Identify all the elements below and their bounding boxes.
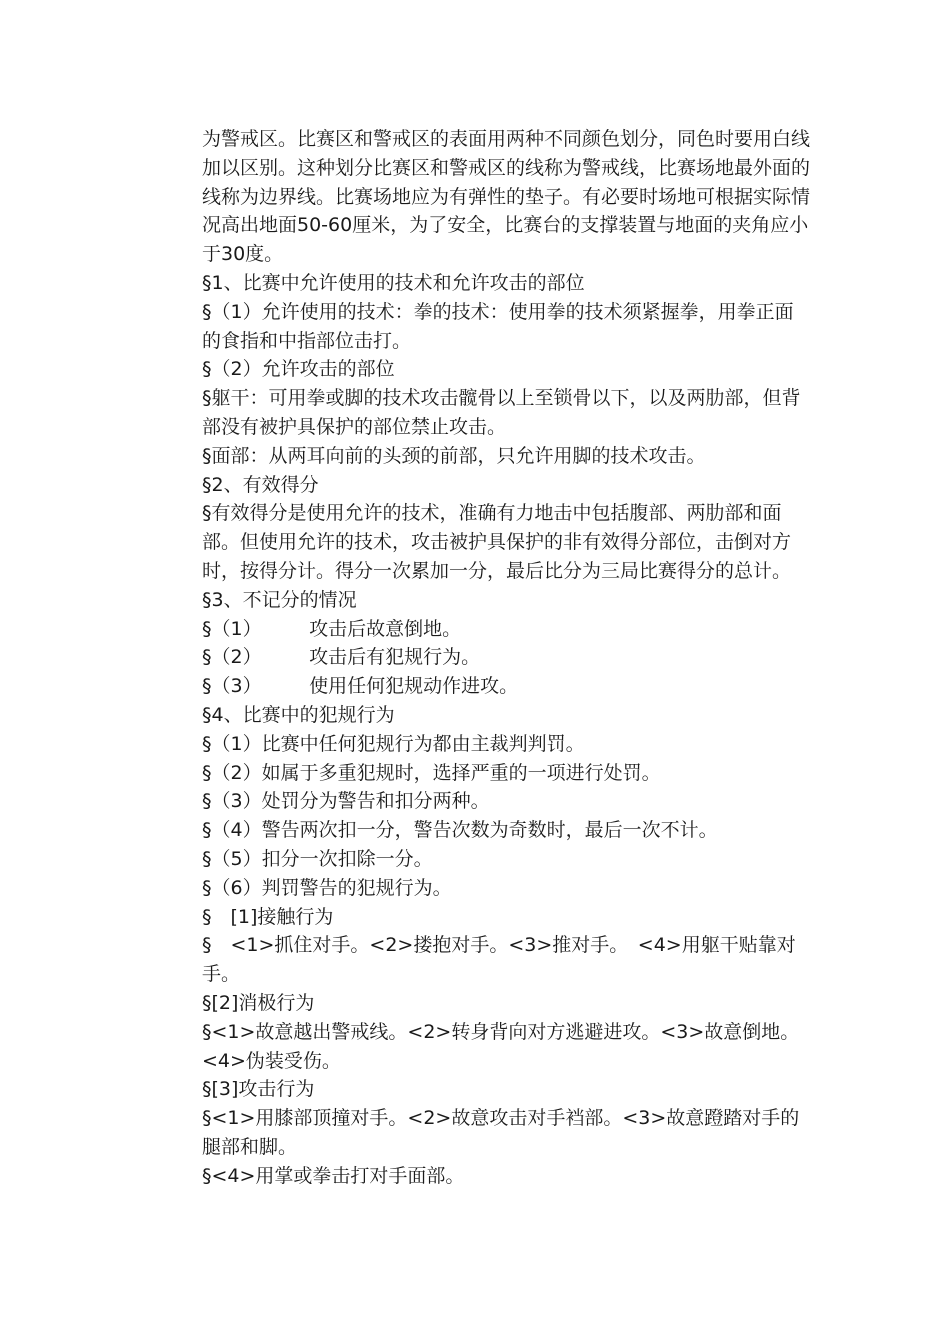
torso-rule: §躯干：可用拳或脚的技术攻击髋骨以上至锁骨以下，以及两肋部，但背部没有被护具保护的部位禁止攻击。 xyxy=(202,387,801,438)
allowed-targets-item: §（2）允许攻击的部位 xyxy=(202,358,395,381)
foul-item-5: §（5）扣分一次扣除一分。 xyxy=(202,847,433,870)
no-score-item-2: §（2） 攻击后有犯规行为。 xyxy=(202,646,481,669)
section-2-heading: §2、有效得分 xyxy=(202,473,319,496)
attack-item-4: §<4>用掌或拳击打对手面部。 xyxy=(202,1164,465,1187)
intro-paragraph: 为警戒区。比赛区和警戒区的表面用两种不同颜色划分，同色时要用白线加以区别。这种划分比赛区和警戒区的线称为警戒线，比赛场地最外面的线称为边界线。比赛场地应为有弹性的垫子。有必要时场地可根据实际情况高出地面50-60厘米，为了安全，比赛台的支撑装置与地面的夹角应小于30度。 xyxy=(202,128,811,266)
passive-heading: §[2]消极行为 xyxy=(202,991,315,1014)
foul-item-1: §（1）比赛中任何犯规行为都由主裁判判罚。 xyxy=(202,732,585,755)
foul-item-6: §（6）判罚警告的犯规行为。 xyxy=(202,876,452,899)
attack-items: §<1>用膝部顶撞对手。<2>故意攻击对手裆部。<3>故意蹬踏对手的腿部和脚。 xyxy=(202,1107,800,1158)
document-body xyxy=(202,125,812,1190)
contact-heading: § [1]接触行为 xyxy=(202,905,334,928)
no-score-item-3: §（3） 使用任何犯规动作进攻。 xyxy=(202,675,519,698)
foul-item-3: §（3）处罚分为警告和扣分两种。 xyxy=(202,790,490,813)
foul-item-2: §（2）如属于多重犯规时，选择严重的一项进行处罚。 xyxy=(202,761,661,784)
no-score-item-1: §（1） 攻击后故意倒地。 xyxy=(202,617,462,640)
attack-heading: §[3]攻击行为 xyxy=(202,1078,315,1101)
contact-items: § <1>抓住对手。<2>搂抱对手。<3>推对手。 <4>用躯干贴靠对手。 xyxy=(202,934,796,986)
section-1-heading: §1、比赛中允许使用的技术和允许攻击的部位 xyxy=(202,271,585,294)
allowed-techniques-item: §（1）允许使用的技术：拳的技术：使用拳的技术须紧握拳，用拳正面的食指和中指部位击打。 xyxy=(202,300,794,352)
foul-item-4: §（4）警告两次扣一分，警告次数为奇数时，最后一次不计。 xyxy=(202,819,718,842)
section-3-heading: §3、不记分的情况 xyxy=(202,588,357,611)
valid-score-paragraph: §有效得分是使用允许的技术，准确有力地击中包括腹部、两肋部和面部。但使用允许的技术，攻击被护具保护的非有效得分部位，击倒对方时，按得分计。得分一次累加一分，最后比分为三局比赛得分的总计。 xyxy=(202,502,792,582)
section-4-heading: §4、比赛中的犯规行为 xyxy=(202,703,395,726)
face-rule: §面部：从两耳向前的头颈的前部，只允许用脚的技术攻击。 xyxy=(202,444,706,467)
passive-items: §<1>故意越出警戒线。<2>转身背向对方逃避进攻。<3>故意倒地。<4>伪装受伤。 xyxy=(202,1020,800,1072)
